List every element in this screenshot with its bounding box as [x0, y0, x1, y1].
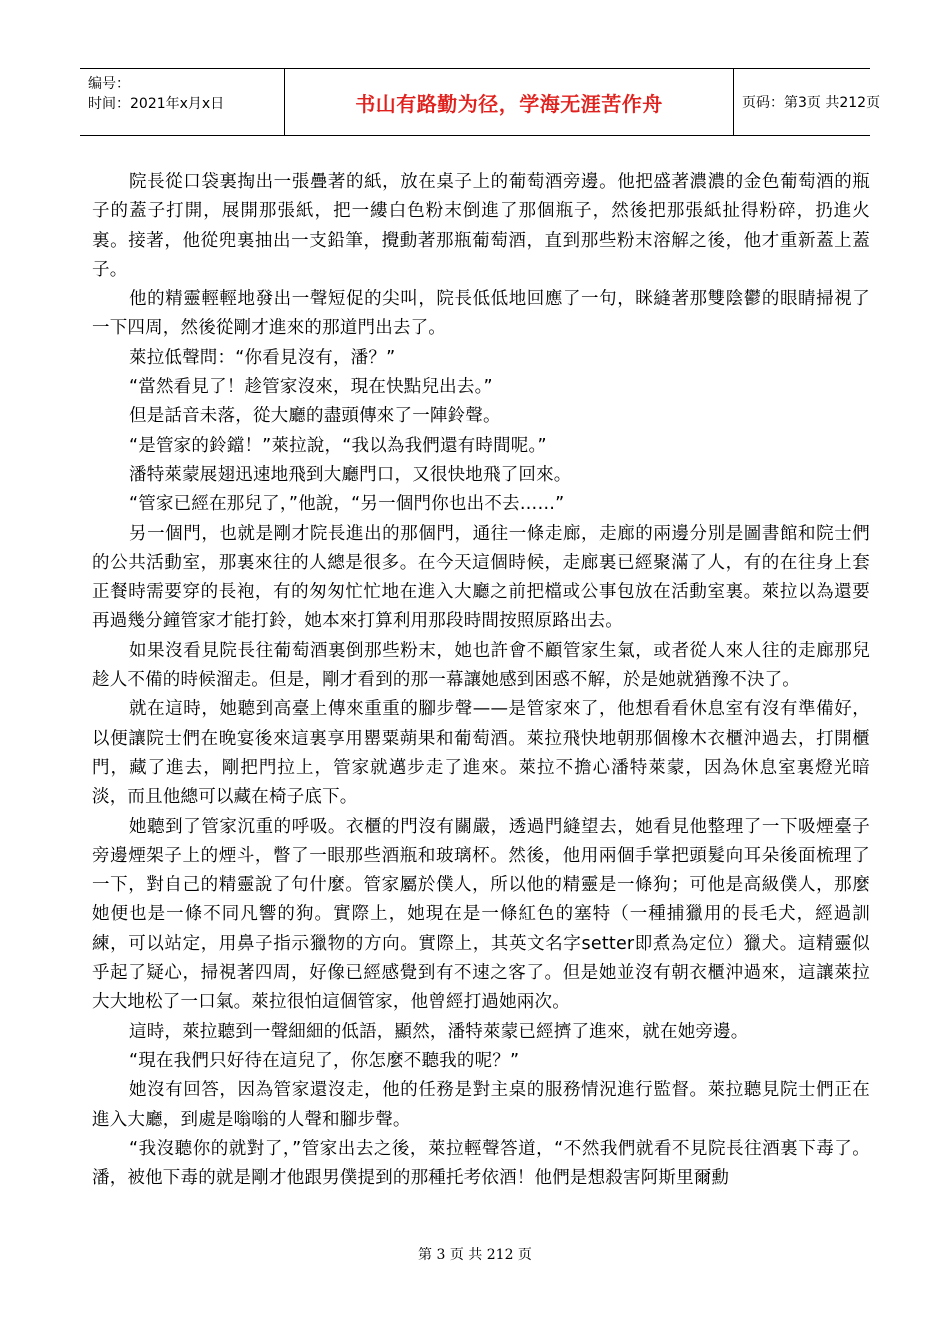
paragraph: 她聽到了管家沉重的呼吸。衣櫃的門沒有關嚴，透過門縫望去，她看見他整理了一下吸煙臺子旁邊煙架子上的煙斗，瞥了一眼那些酒瓶和玻璃杯。然後，他用兩個手掌把頭髮向耳朵後面梳理了一下，對自己的精靈說了句什麼。管家屬於僕人，所以他的精靈是一條狗；可他是高級僕人，那麼她便也是一條不同凡響的狗。實際上，她現在是一條紅色的塞特（一種捕獵用的長毛犬，經過訓練，可以站定，用鼻子指示獵物的方向。實際上，其英文名字setter即煮為定位）獵犬。這精靈似乎起了疑心，掃視著四周，好像已經感覺到有不速之客了。但是她並沒有朝衣櫃沖過來，這讓萊拉大大地松了一口氣。萊拉很怕這個管家，他曾經打過她兩次。 [92, 816, 870, 1013]
paragraph: 她沒有回答，因為管家還沒走，他的任務是對主桌的服務情況進行監督。萊拉聽見院士們正在進入大廳，到處是嗡嗡的人聲和腳步聲。 [92, 1080, 870, 1130]
document-body [92, 168, 870, 1193]
paragraph: 萊拉低聲問：“你看見沒有，潘？” [129, 347, 396, 368]
paragraph: “當然看見了！趁管家沒來，現在快點兒出去。” [129, 377, 493, 398]
paragraph: 就在這時，她聽到高臺上傳來重重的腳步聲——是管家來了，他想看看休息室有沒有準備好，以便讓院士們在晚宴後來這裏享用罌粟蒴果和葡萄酒。萊拉飛快地朝那個橡木衣櫃沖過去，打開櫃門，藏了進去，剛把門拉上，管家就邁步走了進來。萊拉不擔心潘特萊蒙，因為休息室裏燈光暗淡，而且他總可以藏在椅子底下。 [92, 699, 870, 808]
paragraph: 他的精靈輕輕地發出一聲短促的尖叫，院長低低地回應了一句，眯縫著那雙陰鬱的眼睛掃視了一下四周，然後從剛才進來的那道門出去了。 [92, 289, 870, 339]
header-motto: 书山有路勤为径，学海无涯苦作舟 [355, 91, 663, 116]
paragraph: 這時，萊拉聽到一聲細細的低語，顯然，潘特萊蒙已經擠了進來，就在她旁邊。 [129, 1021, 749, 1042]
paragraph: “現在我們只好待在這兒了，你怎麼不聽我的呢？” [129, 1050, 520, 1071]
page-header [80, 68, 881, 136]
paragraph: 如果沒看見院長往葡萄酒裏倒那些粉末，她也許會不顧管家生氣，或者從人來人往的走廊那兒趁人不備的時候溜走。但是，剛才看到的那一幕讓她感到困惑不解，於是她就猶豫不決了。 [92, 640, 870, 691]
document-date: 时间：2021年x月x日 [88, 96, 225, 112]
header-meta-cell [80, 69, 284, 135]
header-page-cell [734, 69, 881, 135]
paragraph: “是管家的鈴鐺！”萊拉說，“我以為我們還有時間呢。” [129, 435, 547, 456]
document-number-label: 编号： [88, 76, 130, 92]
paragraph: 潘特萊蒙展翅迅速地飛到大廳門口，又很快地飛了回來。 [129, 464, 572, 485]
paragraph: 但是話音未落，從大廳的盡頭傳來了一陣鈴聲。 [129, 406, 501, 427]
header-page-code: 页码：第3页 共212页 [742, 95, 881, 111]
header-motto-cell [284, 69, 734, 135]
paragraph: 另一個門，也就是剛才院長進出的那個門，通往一條走廊，走廊的兩邊分別是圖書館和院士們的公共活動室，那裏來往的人總是很多。在今天這個時候，走廊裏已經聚滿了人，有的在往身上套正餐時需要穿的長袍，有的匆匆忙忙地在進入大廳之前把檔或公事包放在活動室裏。萊拉以為還要再過幾分鐘管家才能打鈴，她本來打算利用那段時間按照原路出去。 [92, 523, 870, 632]
paragraph: “管家已經在那兒了，”他說，“另一個門你也出不去……” [129, 494, 565, 515]
page-footer: 第 3 页 共 212 页 [418, 1247, 532, 1263]
paragraph: 院長從口袋裏掏出一張疊著的紙，放在桌子上的葡萄酒旁邊。他把盛著濃濃的金色葡萄酒的瓶子的蓋子打開，展開那張紙，把一縷白色粉末倒進了那個瓶子，然後把那張紙扯得粉碎，扔進火裏。接著，他從兜裏抽出一支鉛筆，攪動著那瓶葡萄酒，直到那些粉末溶解之後，他才重新蓋上蓋子。 [92, 172, 870, 280]
paragraph: “我沒聽你的就對了，”管家出去之後，萊拉輕聲答道，“不然我們就看不見院長往酒裏下毒了。潘，被他下毒的就是剛才他跟男僕提到的那種托考依酒！他們是想殺害阿斯里爾勳 [92, 1138, 870, 1189]
